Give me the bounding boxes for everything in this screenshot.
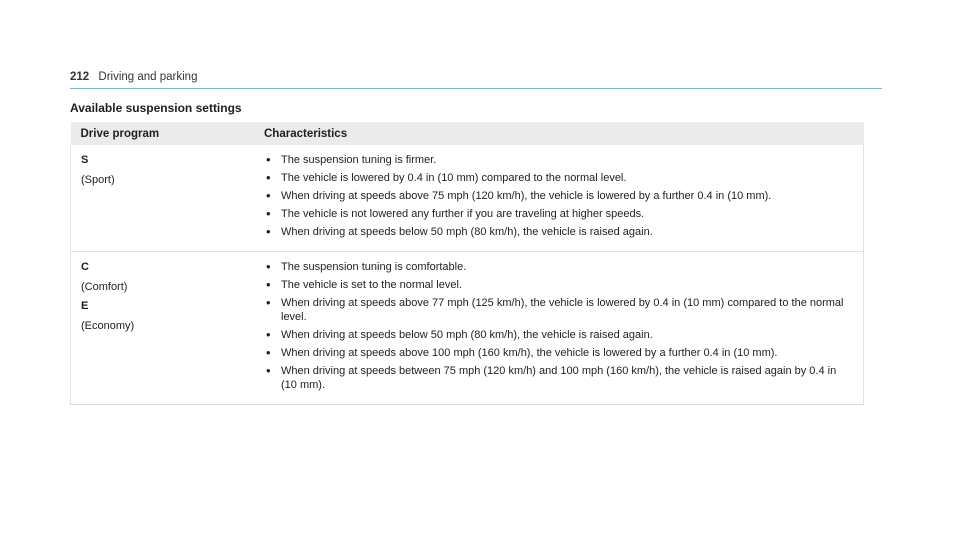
program-name: (Sport) bbox=[81, 174, 115, 186]
characteristics-list bbox=[264, 260, 851, 392]
column-header-characteristics: Characteristics bbox=[254, 122, 864, 145]
table-header-row bbox=[71, 122, 864, 145]
characteristic-item: • When driving at speeds between 75 mph (120 km/h) and 100 mph (160 km/h), the vehicle is raised again by 0.4 in (10 mm). bbox=[264, 364, 851, 392]
characteristic-item: • The vehicle is not lowered any further if you are traveling at higher speeds. bbox=[264, 207, 851, 221]
program-name: (Comfort) bbox=[81, 281, 128, 293]
characteristic-item: • When driving at speeds below 50 mph (80 km/h), the vehicle is raised again. bbox=[264, 225, 851, 239]
program-code: S bbox=[81, 154, 89, 166]
program-code: C bbox=[81, 261, 89, 273]
suspension-settings-table bbox=[70, 122, 864, 405]
drive-program-cell bbox=[71, 145, 255, 252]
drive-program-cell bbox=[71, 252, 255, 405]
table-row bbox=[71, 252, 864, 405]
characteristic-item: • When driving at speeds above 75 mph (120 km/h), the vehicle is lowered by a further 0.4 in (10 mm). bbox=[264, 189, 851, 203]
characteristics-cell bbox=[254, 252, 864, 405]
section-title: Available suspension settings bbox=[70, 101, 242, 115]
program-code: E bbox=[81, 300, 89, 312]
table-body bbox=[71, 145, 864, 405]
characteristic-item: • The suspension tuning is comfortable. bbox=[264, 260, 851, 274]
characteristic-item: • When driving at speeds above 77 mph (125 km/h), the vehicle is lowered by 0.4 in (10 mm) compared to the normal level. bbox=[264, 296, 851, 324]
characteristic-item: • The suspension tuning is firmer. bbox=[264, 153, 851, 167]
page-header bbox=[70, 71, 882, 83]
page-number: 212 bbox=[70, 71, 90, 83]
table-row bbox=[71, 145, 864, 252]
program-name: (Economy) bbox=[81, 320, 135, 332]
characteristics-cell bbox=[254, 145, 864, 252]
characteristic-item: • The vehicle is lowered by 0.4 in (10 mm) compared to the normal level. bbox=[264, 171, 851, 185]
characteristics-list bbox=[264, 153, 851, 239]
header-divider bbox=[70, 88, 882, 89]
column-header-drive-program: Drive program bbox=[71, 122, 255, 145]
section-name: Driving and parking bbox=[98, 71, 198, 83]
characteristic-item: • When driving at speeds above 100 mph (160 km/h), the vehicle is lowered by a further 0.4 in (10 mm). bbox=[264, 346, 851, 360]
characteristic-item: • The vehicle is set to the normal level. bbox=[264, 278, 851, 292]
characteristic-item: • When driving at speeds below 50 mph (80 km/h), the vehicle is raised again. bbox=[264, 328, 851, 342]
